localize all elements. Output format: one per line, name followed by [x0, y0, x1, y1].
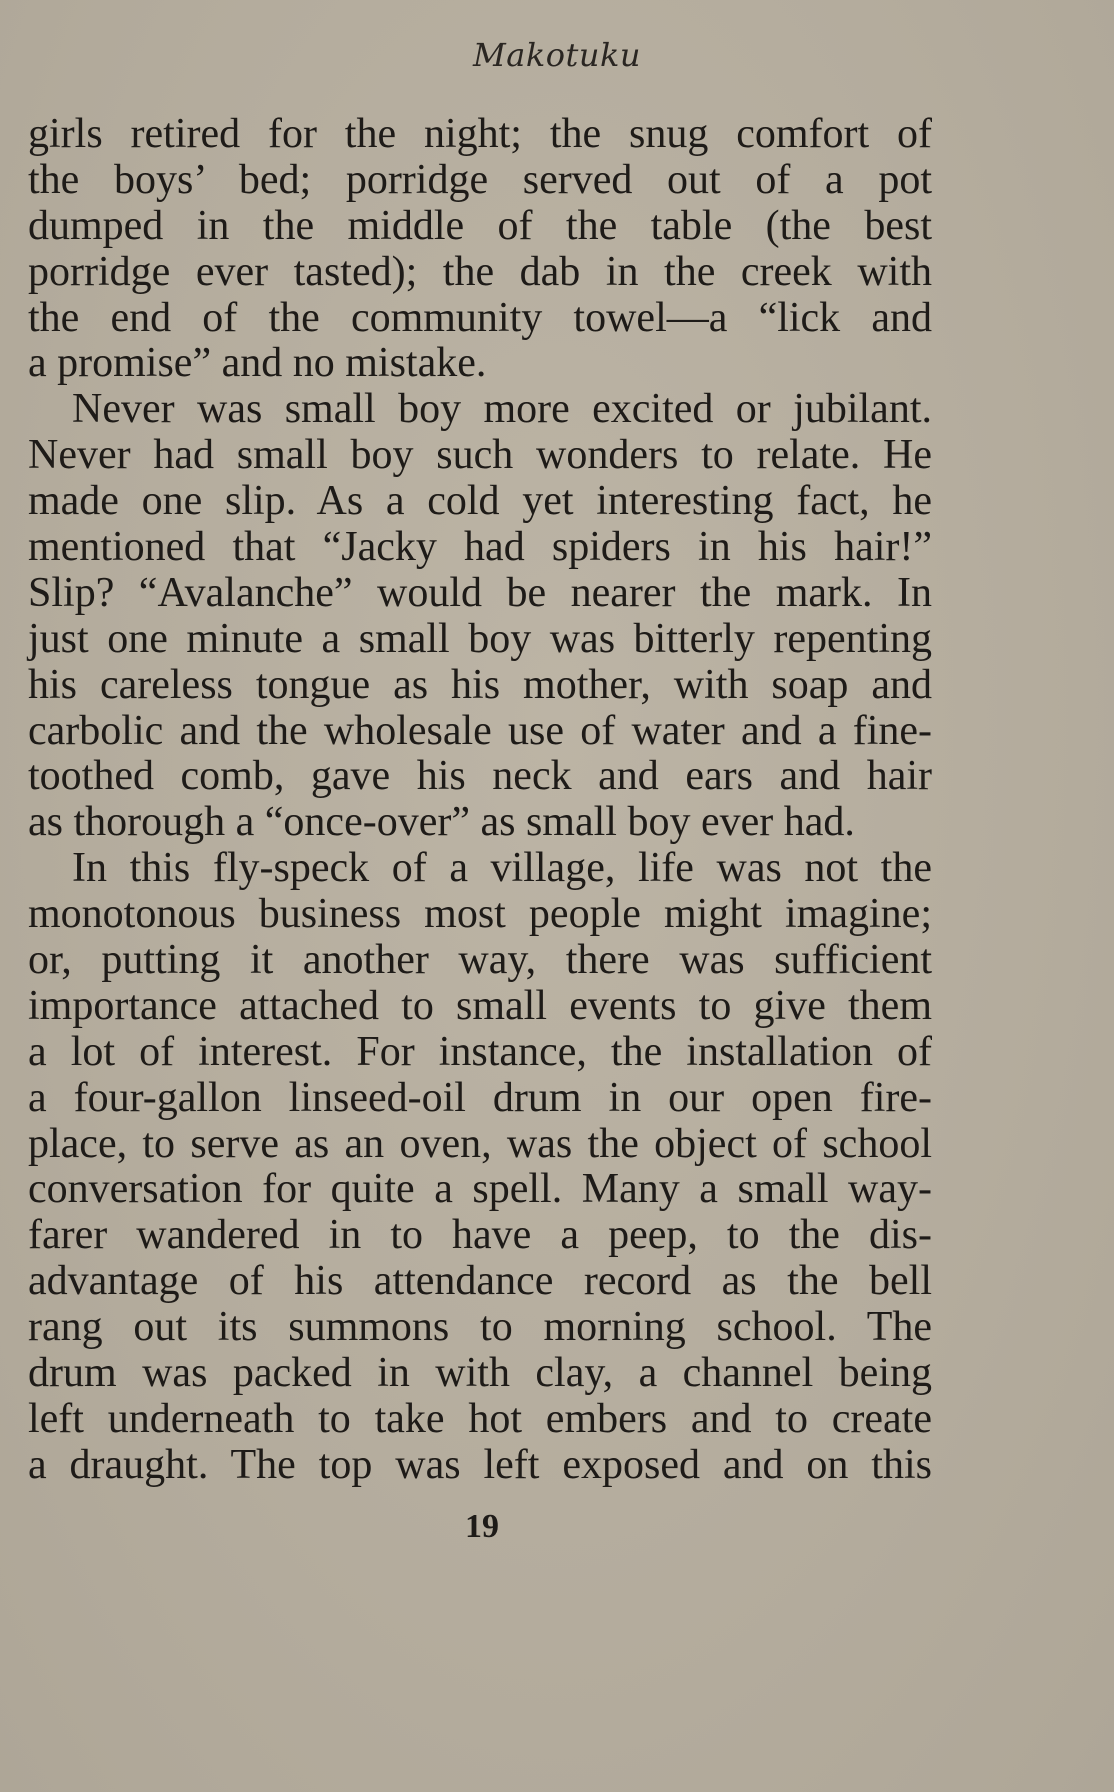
body-text	[28, 112, 932, 1489]
text-line: a four-gallon linseed-oil drum in our open fire-	[28, 1074, 932, 1121]
paragraph	[28, 387, 932, 846]
text-line: his careless tongue as his mother, with soap and	[28, 661, 932, 708]
text-line: the end of the community towel—a “lick and	[28, 294, 932, 341]
text-line: toothed comb, gave his neck and ears and hair	[28, 753, 932, 800]
text-line: place, to serve as an oven, was the object of school	[28, 1120, 932, 1167]
paragraph	[28, 846, 932, 1488]
text-line: drum was packed in with clay, a channel being	[28, 1350, 932, 1397]
text-line: conversation for quite a spell. Many a small way-	[28, 1166, 932, 1213]
text-line: just one minute a small boy was bitterly repenting	[28, 615, 932, 662]
page-number: 19	[465, 1508, 499, 1545]
paragraph	[28, 112, 932, 387]
text-line: Never was small boy more excited or jubilant.	[72, 386, 932, 433]
text-line: farer wandered in to have a peep, to the dis-	[28, 1212, 932, 1259]
text-line: porridge ever tasted); the dab in the creek with	[28, 248, 932, 295]
text-line: a draught. The top was left exposed and on this	[28, 1441, 932, 1488]
text-line: dumped in the middle of the table (the best	[28, 202, 932, 249]
text-line: a promise” and no mistake.	[28, 340, 487, 387]
text-line: importance attached to small events to give them	[28, 982, 932, 1029]
text-line: rang out its summons to morning school. The	[28, 1304, 932, 1351]
text-line: the boys’ bed; porridge served out of a pot	[28, 156, 932, 203]
text-line: as thorough a “once-over” as small boy ever had.	[28, 799, 855, 846]
text-line: girls retired for the night; the snug comfort of	[28, 111, 932, 157]
text-line: or, putting it another way, there was sufficient	[28, 937, 932, 984]
text-line: left underneath to take hot embers and to create	[28, 1395, 932, 1442]
running-head: Makotuku	[473, 36, 641, 74]
text-line: carbolic and the wholesale use of water and a fine-	[28, 707, 932, 754]
text-line: Never had small boy such wonders to relate. He	[28, 432, 932, 479]
text-line: made one slip. As a cold yet interesting fact, he	[28, 478, 932, 525]
text-line: Slip? “Avalanche” would be nearer the mark. In	[28, 569, 932, 616]
text-line: In this fly-speck of a village, life was not the	[72, 845, 932, 892]
text-line: advantage of his attendance record as the bell	[28, 1258, 932, 1305]
text-line: a lot of interest. For instance, the installation of	[28, 1028, 932, 1075]
text-line: monotonous business most people might imagine;	[28, 891, 932, 938]
text-line: mentioned that “Jacky had spiders in his hair!”	[28, 524, 932, 571]
